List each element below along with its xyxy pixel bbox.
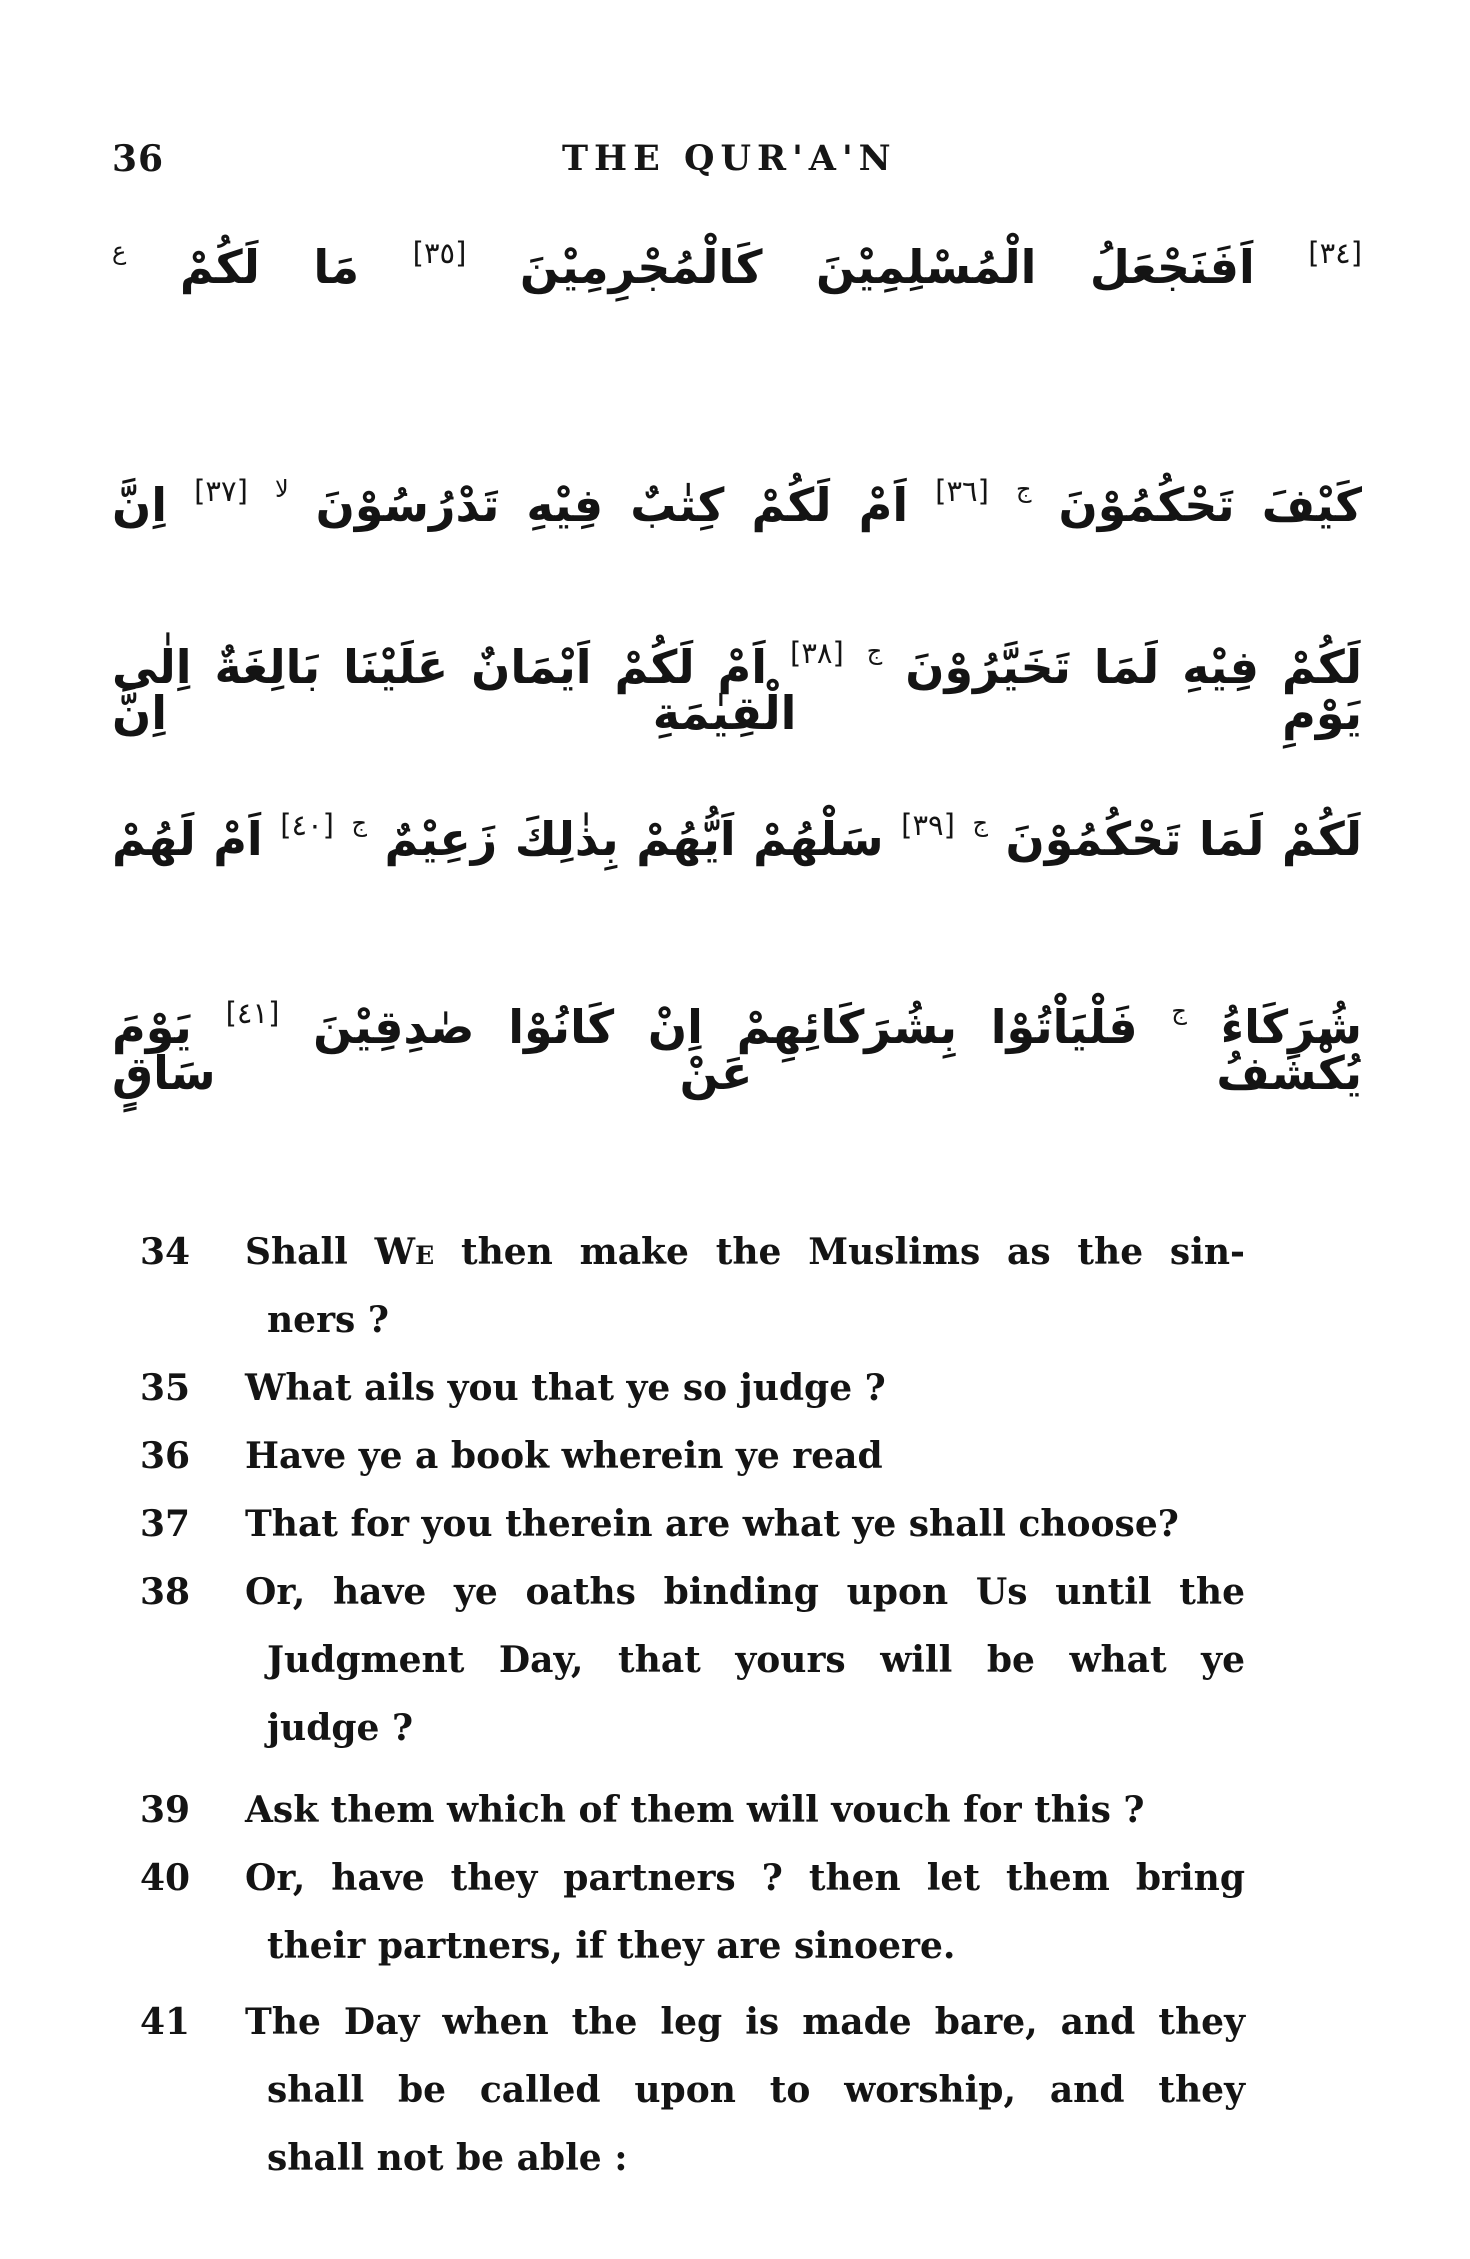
arabic-pause-mark: لا [274,475,289,503]
verse-line: Or, have ye oaths binding upon Us until the [245,1571,1245,1613]
arabic-verse-text: اِنَّ [112,686,168,740]
verse-line: shall not be able : [267,2137,628,2179]
arabic-line-3 [112,636,1362,740]
verse-36 [140,1422,1245,1490]
arabic-verse-text: اِنَّ [112,478,168,532]
arabic-verse-text: لَكُمْ فِيْهِ لَمَا تَخَيَّرُوْنَ [905,640,1362,694]
arabic-verse-text: سَلْهُمْ اَيُّهُمْ بِذٰلِكَ زَعِيْمٌ [384,812,884,866]
verse-body [245,1558,1245,1762]
arabic-verse-text: اَمْ لَكُمْ اَيْمَانٌ عَلَيْنَا بَالِغَةٌ اِلٰى يَوْمِ الْقِيٰمَةِ [112,640,1362,740]
verse-line: judge ? [267,1707,414,1749]
arabic-line-2 [112,474,1363,578]
verse-number: 36 [140,1435,191,1477]
verse-number: 37 [140,1503,191,1545]
arabic-verse-text: شُرَكَاءُ [1220,1000,1363,1054]
verse-line: Ask them which of them will vouch for this ? [245,1789,1145,1831]
verse-line: shall be called upon to worship, and they [267,2069,1245,2111]
verse-body [245,1422,1245,1490]
verse-line: Or, have they partners ? then let them bring [245,1857,1245,1899]
arabic-verse-marker: [٣٨] [789,636,844,670]
verse-line: Have ye a book wherein ye read [245,1435,883,1477]
verse-text: then make the Muslims as the sin- [434,1231,1245,1273]
page-title: THE QUR'A'N [562,138,897,179]
arabic-verse-marker: [٣٤] [1308,236,1363,270]
arabic-line-1 [112,236,1363,340]
verse-body [245,1776,1245,1844]
arabic-ruku-mark: ع [112,237,127,265]
verse-number: 40 [140,1857,191,1899]
verse-number: 39 [140,1789,191,1831]
verse-38 [140,1558,1245,1762]
verse-line: their partners, if they are sinoere. [267,1925,956,1967]
arabic-verse-marker: [٣٧] [194,474,248,508]
verse-body [245,1988,1245,2192]
verse-text-smallcaps: We [374,1231,435,1273]
verse-line: ners ? [267,1299,389,1341]
arabic-pause-mark: ج [1016,475,1032,503]
verse-text: Shall [245,1231,375,1273]
verse-line: The Day when the leg is made bare, and they [245,2001,1245,2043]
arabic-verse-text: يَوْمَ يُكْشَفُ عَنْ سَاقٍ [112,1000,1362,1100]
arabic-verse-text: لَكُمْ لَمَا تَحْكُمُوْنَ [1005,812,1363,866]
verse-number: 41 [140,2001,191,2043]
verse-line: That for you therein are what ye shall choose? [245,1503,1179,1545]
verse-line: Judgment Day, that yours will be what ye [267,1639,1245,1681]
verse-37 [140,1490,1245,1558]
verse-number: 38 [140,1571,191,1613]
verse-number: 35 [140,1367,191,1409]
verse-39 [140,1776,1245,1844]
arabic-pause-mark: ج [972,809,988,837]
verse-34 [140,1218,1245,1354]
english-translation-block [140,1218,1245,2192]
arabic-verse-text: فَلْيَاْتُوْا بِشُرَكَائِهِمْ اِنْ كَانُوْا صٰدِقِيْنَ [313,1000,1138,1054]
verse-line: What ails you that ye so judge ? [245,1367,886,1409]
verse-line [245,1218,1245,1286]
arabic-pause-mark: ج [866,637,883,665]
arabic-line-4 [112,808,1363,912]
arabic-verse-text: اَفَنَجْعَلُ الْمُسْلِمِيْنَ كَالْمُجْرِمِيْنَ [519,240,1255,294]
arabic-verse-text: اَمْ لَكُمْ كِتٰبٌ فِيْهِ تَدْرُسُوْنَ [315,478,909,532]
arabic-verse-text: اَمْ لَهُمْ [112,812,263,866]
verse-body [245,1218,1245,1354]
arabic-verse-text: كَيْفَ تَحْكُمُوْنَ [1058,478,1363,532]
verse-41 [140,1988,1245,2192]
page-number: 36 [112,138,165,180]
arabic-verse-marker: [٤٠] [280,808,334,842]
arabic-text-block [112,236,1363,1100]
verse-body [245,1844,1245,1980]
arabic-verse-marker: [٣٥] [412,236,467,270]
verse-40 [140,1844,1245,1980]
arabic-pause-mark: ج [1171,997,1187,1025]
arabic-verse-text: مَا لَكُمْ [179,240,360,294]
verse-body [245,1354,1245,1422]
arabic-line-5 [112,996,1363,1100]
page-header [0,138,1470,192]
arabic-verse-marker: [٣٦] [935,474,989,508]
arabic-pause-mark: ج [351,809,367,837]
arabic-verse-marker: [٣٩] [901,808,955,842]
verse-number: 34 [140,1231,191,1273]
arabic-verse-marker: [٤١] [225,996,280,1030]
verse-body [245,1490,1245,1558]
verse-35 [140,1354,1245,1422]
